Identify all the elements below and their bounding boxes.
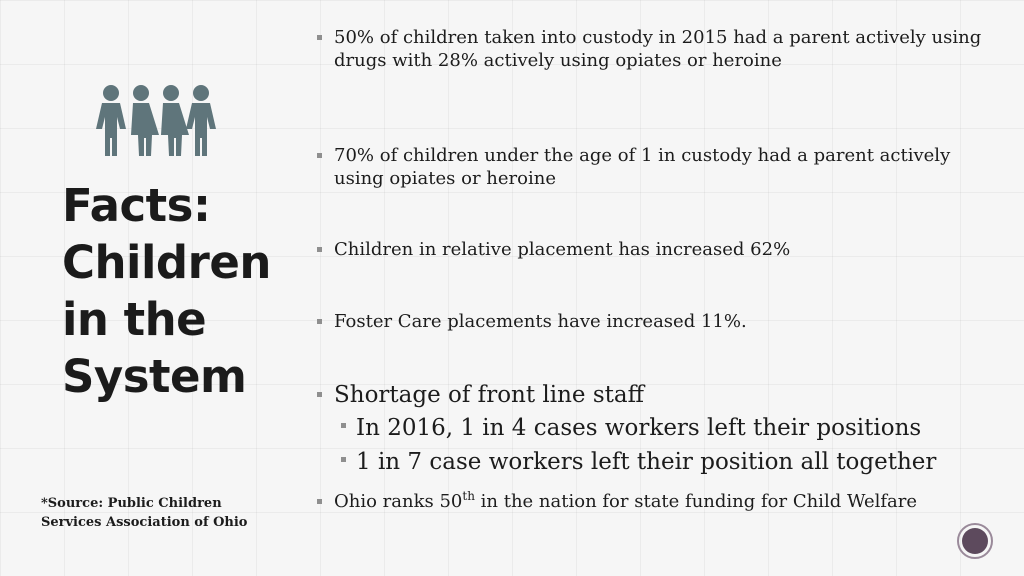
ordinal-suffix: th xyxy=(462,489,475,503)
title-line: in the xyxy=(62,293,207,346)
bullet-text: Shortage of front line staff xyxy=(334,382,644,408)
bullet-marker xyxy=(317,392,322,397)
sub-bullet-text: 1 in 7 case workers left their position all together xyxy=(356,449,937,475)
children-group-icon xyxy=(94,84,220,158)
source-line: Services Association of Ohio xyxy=(41,515,248,530)
bullet-custody-drugs xyxy=(317,26,997,72)
slide-title xyxy=(62,177,271,405)
nav-circle-icon[interactable] xyxy=(957,523,993,559)
funding-text-start: Ohio ranks 50 xyxy=(334,491,463,512)
nav-circle-inner xyxy=(962,528,988,554)
source-line: *Source: Public Children xyxy=(41,496,222,511)
bullet-marker xyxy=(317,153,322,158)
bullet-marker xyxy=(341,423,346,428)
title-line: System xyxy=(62,350,247,403)
source-note xyxy=(41,494,281,532)
title-line: Facts: xyxy=(62,179,211,232)
bullet-marker xyxy=(341,457,346,462)
bullet-under-one xyxy=(317,144,997,190)
funding-text-end: in the nation for state funding for Child Welfare xyxy=(474,491,918,512)
bullet-marker xyxy=(317,499,322,504)
bullet-marker xyxy=(317,35,322,40)
bullet-text: 70% of children under the age of 1 in custody had a parent actively using opiates or heroine xyxy=(334,145,951,189)
bullet-relative-placement xyxy=(317,238,997,261)
bullet-text: Children in relative placement has increased 62% xyxy=(334,239,791,260)
sub-bullet xyxy=(341,445,997,479)
bullet-funding-rank xyxy=(317,490,997,513)
sub-bullet xyxy=(341,411,997,445)
sub-bullet-text: In 2016, 1 in 4 cases workers left their positions xyxy=(356,415,922,441)
title-line: Children xyxy=(62,236,271,289)
bullet-text: Foster Care placements have increased 11%. xyxy=(334,311,747,332)
bullet-foster-care xyxy=(317,310,997,333)
bullet-marker xyxy=(317,247,322,252)
bullet-text xyxy=(334,490,997,513)
bullet-marker xyxy=(317,319,322,324)
bullet-text: 50% of children taken into custody in 2015 had a parent actively using drugs with 28% actively using opiates or heroine xyxy=(334,27,982,71)
bullet-staff-shortage xyxy=(317,380,997,479)
